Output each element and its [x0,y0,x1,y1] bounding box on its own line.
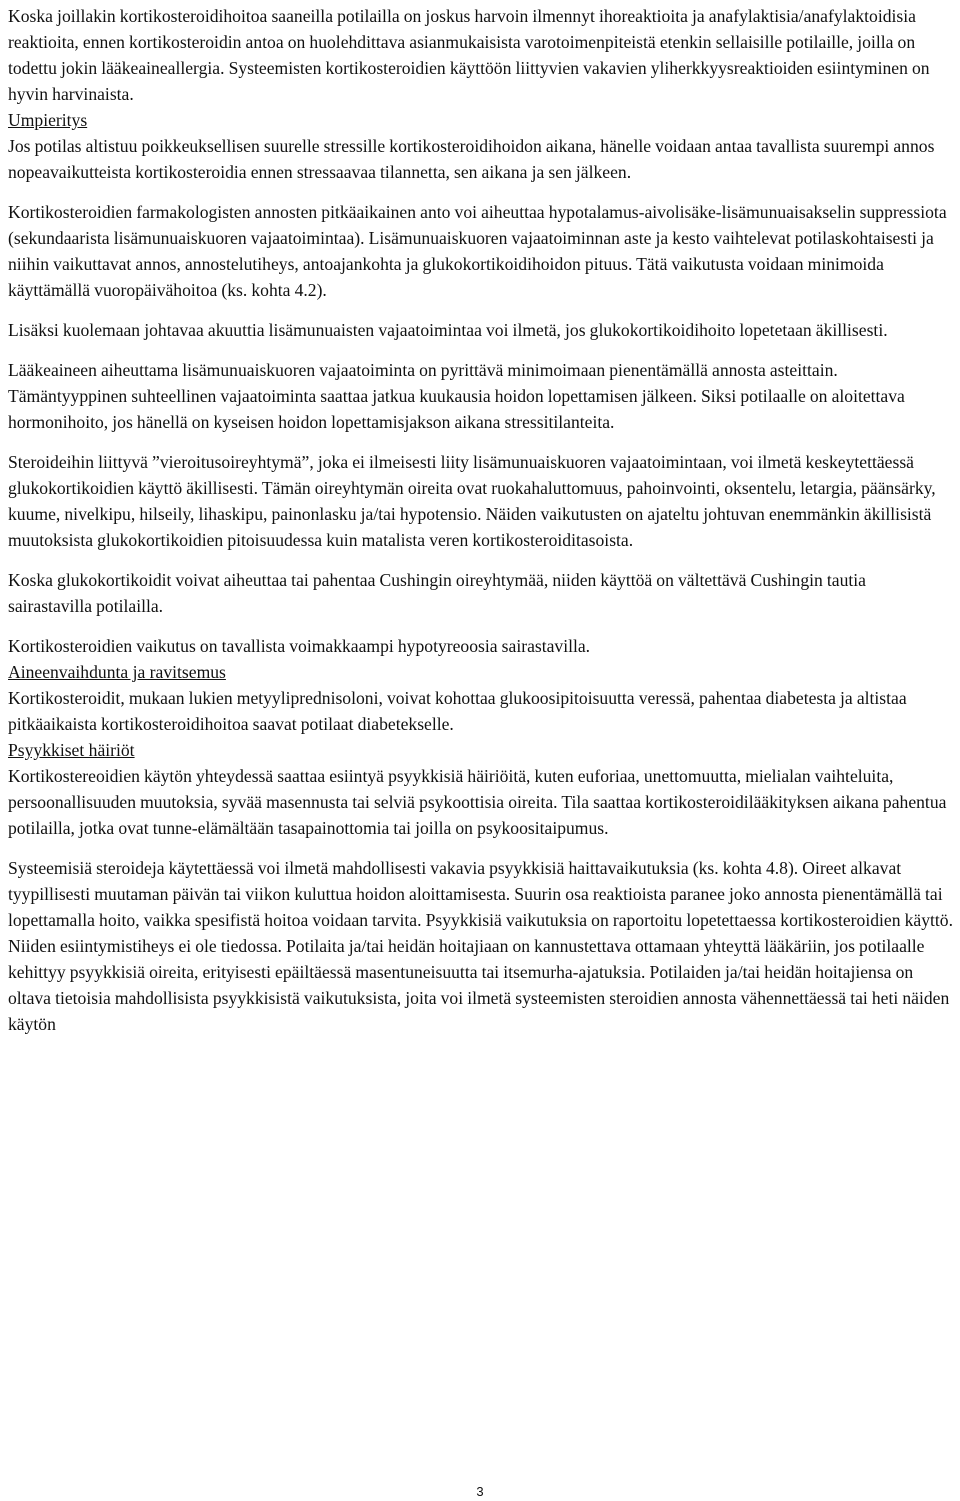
paragraph-glucose: Kortikosteroidit, mukaan lukien metyyliprednisoloni, voivat kohottaa glukoosipitoisuutta veressä, pahentaa diabetesta ja altistaa pitkäaikaista kortikosteroidihoitoa saavat potilaat diabetekselle. [8,688,907,734]
paragraph-dose-tapering: Lääkeaineen aiheuttama lisämunuaiskuoren vajaatoiminta on pyrittävä minimoimaan pienentämällä annosta asteittain. Tämäntyyppinen suhteellinen vajaatoiminta saattaa jatkua kuukausia hoidon lopettamisen jälkeen. Siksi potilaalle on aloitettava hormonihoito, jos hänellä on kyseisen hoidon lopettamisjakson aikana stressitilanteita. [8,360,905,432]
paragraph-hypothyroidism: Kortikosteroidien vaikutus on tavallista voimakkaampi hypotyreoosia sairastavilla. [8,636,591,656]
paragraph-psychiatric-adverse: Systeemisiä steroideja käytettäessä voi ilmetä mahdollisesti vakavia psyykkisiä haittavaikutuksia (ks. kohta 4.8). Oireet alkavat tyypillisesti muutaman päivän tai viikon kuluttua hoidon aloittamisesta. Suurin osa reaktioista paranee joko annosta pienentämällä tai lopettamalla hoito, vaikka spesifistä hoitoa voidaan tarvita. Psyykkisiä vaikutuksia on raportoitu lopetettaessa kortikosteroidien käyttö. Niiden esiintymistiheys ei ole tiedossa. Potilaita ja/tai heidän hoitajiaan on kannustettava ottamaan yhteyttä lääkäriin, jos potilaalle kehittyy psyykkisiä oireita, erityisesti epäiltäessä masentuneisuutta tai itsemurha-ajatuksia. Potilaiden ja/tai heidän hoitajiensa on oltava tietoisia mahdollisista psyykkisistä vaikutuksista, joita voi ilmetä systeemisten steroidien annosta vähennettäessä tai heti näiden käytön [8,858,953,1034]
paragraph-acute-insufficiency: Lisäksi kuolemaan johtavaa akuuttia lisämunuaisten vajaatoimintaa voi ilmetä, jos glukokortikoidihoito lopetetaan äkillisesti. [8,320,888,340]
heading-metabolism: Aineenvaihdunta ja ravitsemus [8,662,226,682]
paragraph-hypersensitivity: Koska joillakin kortikosteroidihoitoa saaneilla potilailla on joskus harvoin ilmennyt ihoreaktioita ja anafylaktisia/anafylaktoidisia reaktioita, ennen kortikosteroidin antoa on huolehdittava asianmukaisista varotoimenpiteistä etenkin sellaisille potilaille, joilla on todettu jokin lääkeaineallergia. Systeemisten kortikosteroidien käyttöön liittyvien vakavien yliherkkyysreaktioiden esiintyminen on hyvin harvinaista. [8,6,930,104]
paragraph-stress: Jos potilas altistuu poikkeuksellisen suurelle stressille kortikosteroidihoidon aikana, hänelle voidaan antaa tavallista suurempi annos nopeavaikutteista kortikosteroidia ennen stressaavaa tilannetta, sen aikana ja sen jälkeen. [8,136,935,182]
page-number: 3 [476,1484,484,1499]
paragraph-hpa-suppression: Kortikosteroidien farmakologisten annosten pitkäaikainen anto voi aiheuttaa hypotalamus-aivolisäke-lisämunuaisakselin suppressiota (sekundaarista lisämunuaiskuoren vajaatoimintaa). Lisämunuaiskuoren vajaatoiminnan aste ja kesto vaihtelevat potilaskohtaisesti ja niihin vaikuttavat annos, annostelutiheys, antoajankohta ja glukokortikoidihoidon pituus. Tätä vaikutusta voidaan minimoida käyttämällä vuoropäivähoitoa (ks. kohta 4.2). [8,202,947,300]
paragraph-withdrawal-syndrome: Steroideihin liittyvä ”vieroitusoireyhtymä”, joka ei ilmeisesti liity lisämunuaiskuoren vajaatoimintaan, voi ilmetä keskeytettäessä glukokortikoidien käyttö äkillisesti. Tämän oireyhtymän oireita ovat ruokahaluttomuus, pahoinvointi, oksentelu, letargia, päänsärky, kuume, nivelkipu, hilseily, lihaskipu, painonlasku ja/tai hypotensio. Näiden vaikutusten on ajateltu johtuvan enemmänkin äkillisistä muutoksista glukokortikoidien pitoisuudessa kuin matalista veren kortikosteroiditasoista. [8,452,936,550]
paragraph-psychiatric-effects: Kortikostereoidien käytön yhteydessä saattaa esiintyä psyykkisiä häiriöitä, kuten euforiaa, unettomuutta, mielialan vaihteluita, persoonallisuuden muutoksia, syvää masennusta tai selviä psykoottisia oireita. Tila saattaa kortikosteroidilääkityksen aikana pahentua potilailla, jotka ovat tunne-elämältään tasapainottomia tai joilla on psykoositaipumus. [8,766,947,838]
paragraph-cushing: Koska glukokortikoidit voivat aiheuttaa tai pahentaa Cushingin oireyhtymää, niiden käyttöä on vältettävä Cushingin tautia sairastavilla potilailla. [8,570,866,616]
heading-umpieritys: Umpieritys [8,110,88,130]
heading-psychiatric: Psyykkiset häiriöt [8,740,135,760]
document-page [8,3,954,1037]
